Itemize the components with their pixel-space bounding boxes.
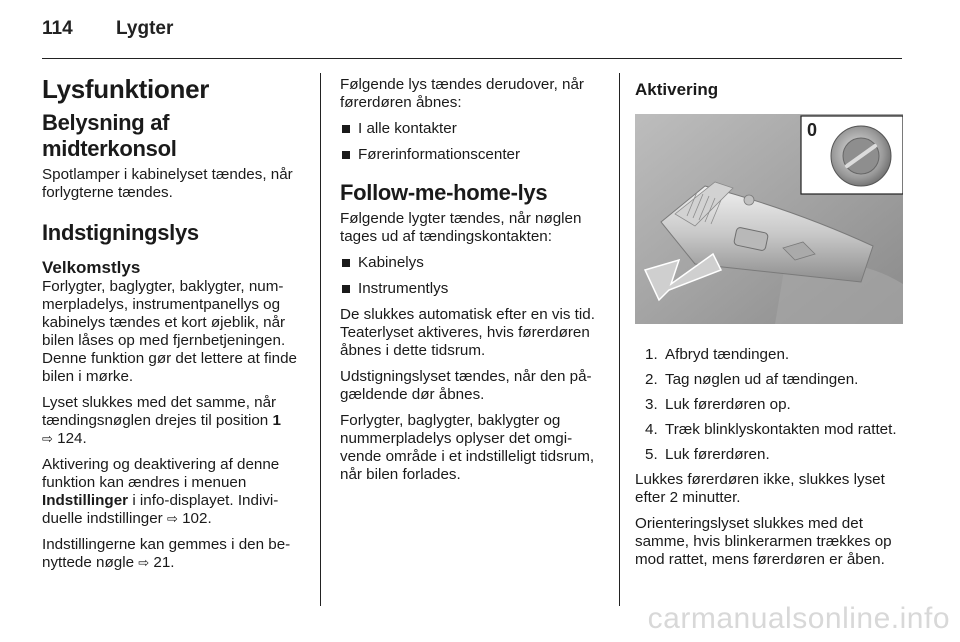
page-reference-link[interactable]: 124. — [57, 430, 87, 447]
paragraph: De slukkes automatisk efter en vis tid. Teaterlyset aktiveres, hvis førerdøren åbnes i dette tidsrum. — [340, 306, 595, 359]
paragraph: Følgende lygter tændes, når nøglen tages ud af tændingskontakten: — [340, 210, 582, 245]
list-item: 2. Tag nøglen ud af tændingen. — [645, 371, 859, 388]
subsection-title-entry-lights: Indstigningslys — [42, 220, 199, 245]
list-item: I alle kontakter — [340, 120, 604, 138]
heading-activation: Aktivering — [635, 80, 719, 99]
paragraph: Lyset slukkes med det samme, når tændingsnøglen drejes til position 1 ⇨ 124. — [42, 394, 281, 447]
watermark: carmanualsonline.info — [647, 602, 950, 635]
column-1 — [42, 72, 304, 580]
list-item: 3. Luk førerdøren op. — [645, 396, 791, 413]
reference-arrow-icon: ⇨ — [166, 511, 178, 526]
paragraph: Følgende lys tændes derudover, når førerdøren åbnes: — [340, 76, 584, 111]
reference-arrow-icon: ⇨ — [138, 555, 150, 570]
paragraph: Forlygter, baglygter, baklygter og nummerpladelys oplyser det omgivende område i et indstilleligt tidsrum, når bilen forlades. — [340, 412, 595, 483]
paragraph: Lukkes førerdøren ikke, slukkes lyset efter 2 minutter. — [635, 471, 885, 506]
list-item: 4. Træk blinklyskontakten mod rattet. — [645, 421, 897, 438]
list-item: Førerinformationscenter — [340, 146, 604, 164]
subsection-title-console: Belysning af midterkonsol — [42, 110, 177, 161]
column-2 — [340, 76, 604, 492]
heading-welcome-light: Velkomstlys — [42, 258, 141, 277]
section-title: Lysfunktioner — [42, 74, 210, 104]
paragraph: Aktivering og deaktivering af denne funktion kan ændres i menuen Indstillinger i info-displayet. Individuelle indstillinger ⇨ 102. — [42, 456, 280, 527]
paragraph: Orienteringslyset slukkes med det samme, hvis blinkerarmen trækkes op mod rattet, mens førerdøren er åben. — [635, 515, 892, 568]
paragraph: Spotlamper i kabinelyset tændes, når forlygterne tændes. — [42, 166, 293, 201]
column-divider-2 — [619, 73, 620, 606]
paragraph: Forlygter, baglygter, baklygter, nummerpladelys, instrumentpanellys og kabinelys tændes et kort øjeblik, når bilen låses op med fjernbetjeningen. Denne funktion gør det lettere at finde bilen i mørke. — [42, 278, 297, 385]
position-label: 0 — [807, 120, 818, 140]
reference-arrow-icon: ⇨ — [42, 431, 53, 446]
header-rule — [42, 58, 902, 59]
subsection-title-follow-me-home: Follow-me-home-lys — [340, 180, 548, 205]
list-item: 5. Luk førerdøren. — [645, 446, 770, 463]
steps-list — [635, 346, 903, 464]
list-item: 1. Afbryd tændingen. — [645, 346, 790, 363]
page-reference-link[interactable]: 102. — [182, 510, 212, 527]
chapter-title: Lygter — [116, 18, 174, 39]
page-reference-link[interactable]: 21. — [153, 554, 175, 571]
column-divider-1 — [320, 73, 321, 606]
paragraph: Indstillingerne kan gemmes i den benyttede nøgle ⇨ 21. — [42, 536, 291, 571]
list-item: Kabinelys — [340, 254, 604, 272]
column-3 — [635, 80, 903, 577]
list-item: Instrumentlys — [340, 280, 604, 298]
paragraph: Udstigningslyset tændes, når den pågældende dør åbnes. — [340, 368, 592, 403]
stalk-illustration — [635, 114, 903, 324]
page-number: 114 — [42, 18, 73, 39]
ignition-inset — [801, 116, 903, 194]
